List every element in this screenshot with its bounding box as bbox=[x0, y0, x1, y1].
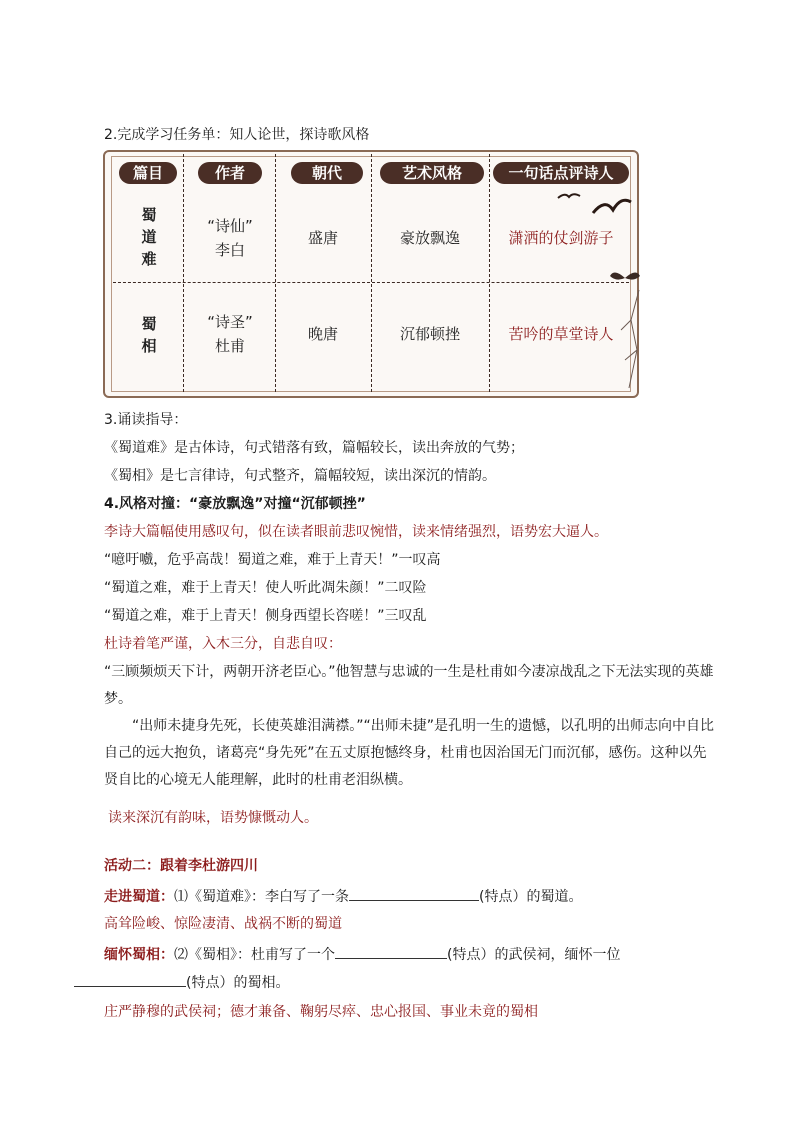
q1-blank[interactable] bbox=[349, 886, 479, 901]
header-title: 篇目 bbox=[119, 162, 177, 184]
butterfly-icon bbox=[608, 266, 642, 290]
q2-answer: 庄严静穆的武侯祠；德才兼备、鞠躬尽瘁、忠心报国、事业未竟的蜀相 bbox=[104, 1004, 538, 1020]
q2-line bbox=[104, 944, 620, 965]
column-divider bbox=[275, 154, 276, 392]
q2-line2 bbox=[74, 972, 289, 993]
row1-author: “诗仙” 李白 bbox=[207, 217, 253, 259]
column-divider bbox=[489, 154, 490, 392]
row2-dynasty: 晚唐 bbox=[307, 325, 338, 343]
q2-blank-2[interactable] bbox=[74, 972, 186, 987]
row1-style: 豪放飘逸 bbox=[399, 229, 460, 247]
q1-text-end: (特点）的蜀道。 bbox=[479, 889, 583, 905]
task3-line2: 《蜀相》是七言律诗，句式整齐，篇幅较短，读出深沉的情韵。 bbox=[104, 468, 496, 484]
row-divider bbox=[113, 282, 629, 283]
q1-text: ⑴《蜀道难》：李白写了一条 bbox=[174, 889, 349, 905]
poet-comparison-table bbox=[103, 150, 639, 398]
li-line2: “蜀道之难，难于上青天！使人听此凋朱颜！”二叹险 bbox=[104, 580, 427, 596]
activity2-title: 活动二：跟着李杜游四川 bbox=[104, 858, 258, 874]
li-line1: “噫吁嚱，危乎高哉！蜀道之难，难于上青天！”一叹高 bbox=[104, 552, 441, 568]
du-para2: “出师未捷身先死，长使英雄泪满襟。”“出师未捷”是孔明一生的遗憾，以孔明的出师志向中自比自己的远大抱负，诸葛亮“身先死”在五丈原抱憾终身，杜甫也因治国无门而沉郁，感伤。这种以先贤自比的心境无人能理解，此时的杜甫老泪纵横。 bbox=[104, 718, 715, 788]
q2-text: ⑵《蜀相》：杜甫写了一个 bbox=[174, 947, 335, 963]
du-intro: 杜诗着笔严谨，入木三分，自悲自叹： bbox=[104, 636, 342, 652]
du-conclusion: 读来深沉有韵味，语势慷慨动人。 bbox=[108, 810, 318, 826]
row2-author: “诗圣” 杜甫 bbox=[207, 313, 253, 355]
q1-label: 走进蜀道： bbox=[104, 889, 174, 905]
column-divider bbox=[371, 154, 372, 392]
birds-icon bbox=[553, 188, 633, 228]
row1-comment: 潇洒的仗剑游子 bbox=[508, 229, 614, 247]
q2-blank-1[interactable] bbox=[335, 944, 447, 959]
task2-title: 2.完成学习任务单：知人论世，探诗歌风格 bbox=[104, 127, 370, 143]
header-comment: 一句话点评诗人 bbox=[493, 162, 629, 184]
q1-answer: 高耸险峻、惊险凄清、战祸不断的蜀道 bbox=[104, 916, 342, 932]
header-style: 艺术风格 bbox=[380, 162, 484, 184]
row1-dynasty: 盛唐 bbox=[307, 229, 338, 247]
row1-title: 蜀 道 难 bbox=[141, 206, 157, 268]
header-dynasty: 朝代 bbox=[291, 162, 363, 184]
task3-title: 3.诵读指导： bbox=[104, 412, 188, 428]
du-para1: “三顾频烦天下计，两朝开济老臣心。”他智慧与忠诚的一生是杜甫如今凄凉战乱之下无法实现的英雄梦。 bbox=[104, 664, 714, 707]
header-author: 作者 bbox=[198, 162, 262, 184]
q2-text-mid: (特点）的武侯祠，缅怀一位 bbox=[447, 947, 621, 963]
q2-label: 缅怀蜀相： bbox=[104, 947, 174, 963]
task4-title: 4.风格对撞：“豪放飘逸”对撞“沉郁顿挫” bbox=[104, 496, 366, 512]
branch-icon bbox=[601, 290, 641, 390]
row2-title: 蜀 相 bbox=[141, 315, 157, 355]
row2-comment: 苦吟的草堂诗人 bbox=[508, 325, 614, 343]
column-divider bbox=[183, 154, 184, 392]
row2-style: 沉郁顿挫 bbox=[399, 325, 460, 343]
q1-line bbox=[104, 886, 582, 907]
q2-text-end: (特点）的蜀相。 bbox=[186, 975, 290, 991]
li-line3: “蜀道之难，难于上青天！侧身西望长咨嗟！”三叹乱 bbox=[104, 608, 427, 624]
task3-line1: 《蜀道难》是古体诗，句式错落有致，篇幅较长，读出奔放的气势； bbox=[104, 440, 524, 456]
li-intro: 李诗大篇幅使用感叹句，似在读者眼前悲叹惋惜，读来情绪强烈，语势宏大逼人。 bbox=[104, 524, 608, 540]
